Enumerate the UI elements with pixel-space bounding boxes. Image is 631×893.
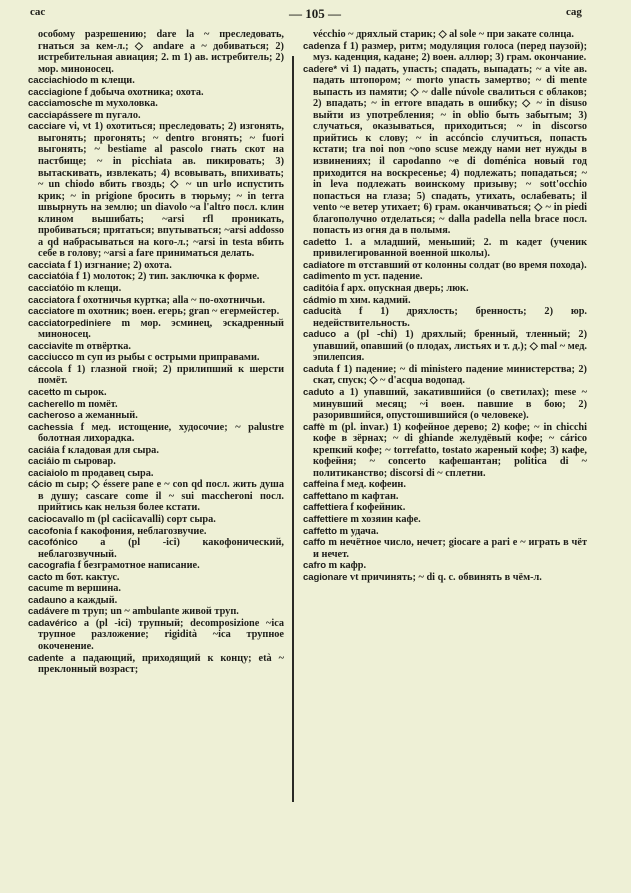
- entry-definition: m суп из рыбы с острыми приправами.: [76, 352, 260, 364]
- dictionary-entry: [28, 618, 284, 653]
- entry-definition: a 1) упавший, закатившийся (о светилах); mese ~ минувший месяц; ~i воен. павшие в бою; 2) разорившийся, опустошившийся (о человеке).: [313, 386, 587, 422]
- entry-headword: caffè: [303, 421, 325, 433]
- dictionary-entry: [28, 445, 284, 457]
- entry-definition: m хим. кадмий.: [338, 294, 411, 306]
- entry-definition: m мухоловка.: [94, 98, 158, 110]
- entry-definition: f охотничья куртка; alla ~ по-охотничьи.: [77, 294, 265, 306]
- dictionary-entry: [303, 387, 587, 422]
- dictionary-entry: [303, 329, 587, 364]
- left-guide-word: cac: [30, 6, 46, 18]
- dictionary-entry: [28, 526, 284, 538]
- entry-headword: caciocavallo: [28, 513, 84, 525]
- entry-definition: f мед. истощение, худосочие; ~ palustre болотная лихорадка.: [38, 421, 285, 445]
- dictionary-entry: [303, 283, 587, 295]
- entry-headword: cacografia: [28, 560, 75, 572]
- dictionary-entry: [28, 87, 284, 99]
- entry-definition: m сыр; ◇ éssere pane e ~ con qd посл. жить душа в душу; cascare come il ~ sui maccheroni посл. прийтись как нельзя более кстати.: [38, 479, 284, 514]
- entry-headword: cacofónico: [28, 537, 78, 549]
- entry-definition: f 1) размер, ритм; модуляция голоса (перед паузой); муз. каденция, кадане; 2) воен. аллюр; 3) грам. окончание.: [313, 40, 588, 64]
- entry-definition: f 1) изгнание; 2) охота.: [67, 259, 172, 271]
- dictionary-entry: [28, 341, 284, 353]
- dictionary-entry: [28, 606, 284, 618]
- dictionary-entry: [28, 537, 284, 560]
- dictionary-entry: [28, 479, 284, 514]
- dictionary-entry: [28, 653, 284, 676]
- dictionary-entry: [28, 121, 284, 260]
- entry-definition: m помёт.: [77, 398, 118, 410]
- dictionary-entry: [28, 75, 284, 87]
- entry-headword: cacciachiodo: [28, 75, 88, 87]
- entry-definition: f 1) молоток; 2) тип. заключка к форме.: [75, 271, 260, 283]
- entry-headword: caciaiolo: [28, 467, 69, 479]
- entry-definition: m клещи.: [90, 75, 135, 87]
- entry-definition: m кафтан.: [350, 490, 399, 502]
- entry-headword: cádmio: [303, 294, 336, 306]
- dictionary-entry: [303, 41, 587, 64]
- entry-definition: a жеманный.: [77, 410, 138, 422]
- dictionary-entry: [28, 271, 284, 283]
- entry-definition: m мор. эсминец, эскадренный миноносец.: [38, 317, 284, 341]
- entry-headword: cadiatore: [303, 259, 345, 271]
- entry-definition: m нечётное число, нечет; giocare a pari e ~ играть в чёт и нечет.: [313, 537, 587, 560]
- dictionary-entry: [28, 387, 284, 399]
- entry-definition: m кафр.: [328, 560, 367, 572]
- dictionary-entry: [28, 560, 284, 572]
- entry-definition: a (pl -ici) какофонический, неблагозвучный.: [38, 537, 284, 560]
- column-divider: [292, 56, 294, 802]
- entry-headword: cacciavite: [28, 340, 73, 352]
- dictionary-entry: [28, 29, 284, 75]
- entry-headword: cacciatorpediniere: [28, 317, 111, 329]
- entry-definition: m вершина.: [65, 583, 122, 595]
- dictionary-entry: [303, 306, 587, 329]
- entry-definition: f мед. кофеин.: [341, 479, 406, 491]
- entry-headword: cacciagione: [28, 86, 82, 98]
- dictionary-entry: [303, 29, 587, 41]
- entry-definition: a (pl -ici) трупный; decomposizione ~ica трупное разложение; rigidità ~ica трупное окоченение.: [38, 617, 284, 652]
- entry-headword: cacciatora: [28, 294, 75, 306]
- entry-definition: m хозяин кафе.: [350, 513, 421, 525]
- left-column: [28, 29, 284, 676]
- entry-definition: особому разрешению; dare la ~ преследовать, гнаться за кем-л.; ◇ andare a ~ добиваться; 2) истребительная авиация; 2. m 1) ав. истребитель; 2) мор. миноносец.: [38, 29, 284, 75]
- entry-definition: vi 1) падать, упасть; спадать, выпадать; ~ a vite ав. падать штопором; ~ morto упасть замертво; ~ di mente выпасть из памяти; ◇ ~ dalle núvole свалиться с облаков; 2) впадать; ~ in errore впадать в ошибку; ◇ ~ in disuso выйти из употребления; ~ in oblio быть забытым; 3) случаться, оказываться, приходиться; ~ in discorso прийтись к слову; ~ in accóncio случиться, попасть кстати; tra noi non ~ono scuse между нами нет нужды в извинениях; il capodanno ~e di doménica новый год приходится на воскресенье; 4) подлежать; попадаться; ~ in leva подлежать воинскому призыву; ~ sott'occhio попасться на глаза; 5) спадать, утихать, ослабевать; il vento ~e ветер утихает; 6) грам. оканчиваться; ◇ ~ in piedi благополучно отделаться; ~ dalla padella nella brace посл. попасть из огня да в полымя.: [313, 63, 587, 237]
- entry-headword: cáccola: [28, 363, 63, 375]
- entry-definition: m клещи.: [76, 283, 122, 295]
- right-guide-word: cag: [566, 6, 582, 18]
- entry-headword: cadávere: [28, 606, 69, 618]
- entry-headword: caffettiera: [303, 502, 348, 514]
- entry-headword: cacciatore: [28, 306, 75, 318]
- entry-headword: cacciapássere: [28, 109, 93, 121]
- entry-definition: m уст. падение.: [352, 271, 423, 283]
- dictionary-entry: [28, 422, 284, 445]
- entry-definition: m пугало.: [94, 109, 141, 121]
- entry-headword: cacheroso: [28, 410, 76, 422]
- dictionary-entry: [28, 260, 284, 272]
- entry-headword: cacciucco: [28, 352, 74, 364]
- entry-headword: cadente: [28, 652, 64, 664]
- entry-headword: caffeina: [303, 479, 339, 491]
- entry-definition: f кофейник.: [350, 502, 406, 514]
- entry-headword: cadetto: [303, 236, 337, 248]
- entry-headword: cadimento: [303, 271, 351, 283]
- entry-definition: m (pl. invar.) 1) кофейное дерево; 2) кофе; ~ in chicchi кофе в зёрнах; ~ di ghiande желудёвый кофе; ~ cárico крепкий кофе; ~ torrefatto, tostato жареный кофе; 3) кафе, кофейня; ~ concerto кафешантан; politica di ~ политиканство; discorsi di ~ сплетни.: [313, 421, 587, 479]
- dictionary-entry: [303, 491, 587, 503]
- dictionary-entry: [28, 468, 284, 480]
- entry-definition: vt причинять; ~ di q. c. обвинять в чём-л.: [350, 571, 542, 583]
- entry-definition: m труп; un ~ ambulante живой труп.: [71, 606, 239, 618]
- entry-headword: cadavérico: [28, 617, 78, 629]
- entry-headword: caffettano: [303, 490, 348, 502]
- page-number: — 105 —: [289, 6, 341, 21]
- dictionary-entry: [303, 502, 587, 514]
- entry-definition: 1. a младший, меньший; 2. m кадет (ученик привилегированной военной школы).: [313, 236, 588, 260]
- dictionary-entry: [303, 572, 587, 584]
- entry-headword: cacciamosche: [28, 98, 93, 110]
- entry-definition: a падающий, приходящий к концу; età ~ преклонный возраст;: [38, 652, 284, 676]
- dictionary-entry: [303, 537, 587, 560]
- entry-definition: m (pl caciicavalli) сорт сыра.: [86, 513, 216, 525]
- entry-definition: f безграмотное написание.: [77, 560, 200, 572]
- dictionary-entry: [28, 514, 284, 526]
- entry-definition: m сыровар.: [62, 456, 116, 468]
- entry-definition: f добыча охотника; охота.: [84, 86, 204, 98]
- entry-headword: cacciatóio: [28, 283, 74, 295]
- dictionary-entry: [28, 595, 284, 607]
- entry-definition: m отвёртка.: [75, 340, 131, 352]
- dictionary-entry: [303, 295, 587, 307]
- entry-definition: m сырок.: [63, 386, 107, 398]
- right-column: [303, 29, 587, 583]
- dictionary-entry: [28, 572, 284, 584]
- dictionary-entry: [28, 283, 284, 295]
- dictionary-entry: [303, 514, 587, 526]
- dictionary-entry: [28, 110, 284, 122]
- entry-definition: m охотник; воен. егерь; gran ~ егермейстер.: [77, 306, 280, 318]
- dictionary-entry: [28, 295, 284, 307]
- entry-definition: a каждый.: [69, 594, 118, 606]
- entry-definition: vécchio ~ дряхлый старик; ◇ al sole ~ при закате солнца.: [313, 29, 575, 40]
- dictionary-entry: [28, 456, 284, 468]
- entry-headword: cacciare: [28, 121, 66, 133]
- dictionary-entry: [303, 422, 587, 480]
- dictionary-entry: [28, 583, 284, 595]
- entry-headword: cacciata: [28, 259, 66, 271]
- dictionary-entry: [28, 364, 284, 387]
- entry-headword: caffettiere: [303, 513, 348, 525]
- entry-headword: cafro: [303, 560, 326, 572]
- dictionary-entry: [303, 271, 587, 283]
- entry-headword: cadenza: [303, 40, 341, 52]
- dictionary-entry: [28, 410, 284, 422]
- entry-headword: cacofonia: [28, 525, 72, 537]
- dictionary-entry: [303, 260, 587, 272]
- entry-headword: caduco: [303, 329, 336, 341]
- dictionary-entry: [303, 64, 587, 237]
- entry-definition: f какофония, неблагозвучие.: [74, 525, 207, 537]
- entry-headword: caducità: [303, 306, 342, 318]
- entry-headword: cagionare: [303, 571, 348, 583]
- entry-definition: a (pl -chi) 1) дряхлый; бренный, тленный; 2) упавший, опавший (о плодах, листьях и т. д.); ◇ mal ~ мед. эпилепсия.: [313, 329, 587, 364]
- dictionary-entry: [28, 318, 284, 341]
- entry-definition: f 1) дряхлость; бренность; 2) юр. недействительность.: [313, 306, 588, 329]
- entry-definition: f кладовая для сыра.: [61, 444, 159, 456]
- entry-definition: f 1) глазной гной; 2) прилипший к шерсти помёт.: [38, 363, 285, 387]
- dictionary-entry: [28, 352, 284, 364]
- dictionary-entry: [303, 526, 587, 538]
- entry-definition: f арх. опускная дверь; люк.: [341, 283, 469, 295]
- entry-headword: cacto: [28, 571, 53, 583]
- entry-definition: m продавец сыра.: [70, 467, 154, 479]
- dictionary-entry: [28, 399, 284, 411]
- entry-headword: caciáia: [28, 444, 60, 456]
- dictionary-entry: [28, 98, 284, 110]
- entry-definition: vi, vt 1) охотиться; преследовать; 2) изгонять, выгонять; прогонять; ~ dentro вгонять; ~ fuori выгонять; ~ bestiame al pascolo гнать скот на пастбище; ~ in picchiata ав. пикировать; 3) вытаскивать, извлекать; 4) всовывать, впихивать; ~ un chiodo вбить гвоздь; ◇ ~ un urlo испустить крик; ~ in prigione бросить в тюрьму; ~ in terra швырнуть на землю; un diavolo ~a l'altro посл. клин клином вышибать; ~arsi rfl проникать, пробиваться; прятаться; впутываться; ~arsi addosso a qd набрасываться на кого-л.; ~arsi in testa вбить себе в голову; ~arsi a fare приниматься делать.: [38, 121, 284, 260]
- entry-definition: m бот. кактус.: [55, 571, 120, 583]
- entry-definition: m удача.: [339, 525, 379, 537]
- entry-headword: caduta: [303, 363, 334, 375]
- entry-headword: cacherello: [28, 398, 75, 410]
- dictionary-entry: [303, 479, 587, 491]
- dictionary-entry: [303, 237, 587, 260]
- entry-headword: cacume: [28, 583, 64, 595]
- entry-definition: m отставший от колонны солдат (во время похода).: [347, 259, 587, 271]
- dictionary-entry: [303, 560, 587, 572]
- entry-headword: cachessia: [28, 421, 73, 433]
- entry-headword: cacciatóia: [28, 271, 74, 283]
- entry-headword: cacetto: [28, 386, 61, 398]
- entry-headword: caditóia: [303, 283, 339, 295]
- dictionary-entry: [303, 364, 587, 387]
- entry-headword: caciáio: [28, 456, 60, 468]
- entry-headword: cadere*: [303, 63, 337, 75]
- entry-headword: caffetto: [303, 525, 337, 537]
- dictionary-entry: [28, 306, 284, 318]
- entry-headword: caffo: [303, 537, 326, 549]
- entry-headword: cácio: [28, 479, 53, 491]
- entry-headword: caduto: [303, 386, 334, 398]
- entry-definition: f 1) падение; ~ di ministero падение министерства; 2) скат, спуск; ◇ ~ d'acqua водопад.: [313, 363, 587, 387]
- entry-headword: cadauno: [28, 594, 67, 606]
